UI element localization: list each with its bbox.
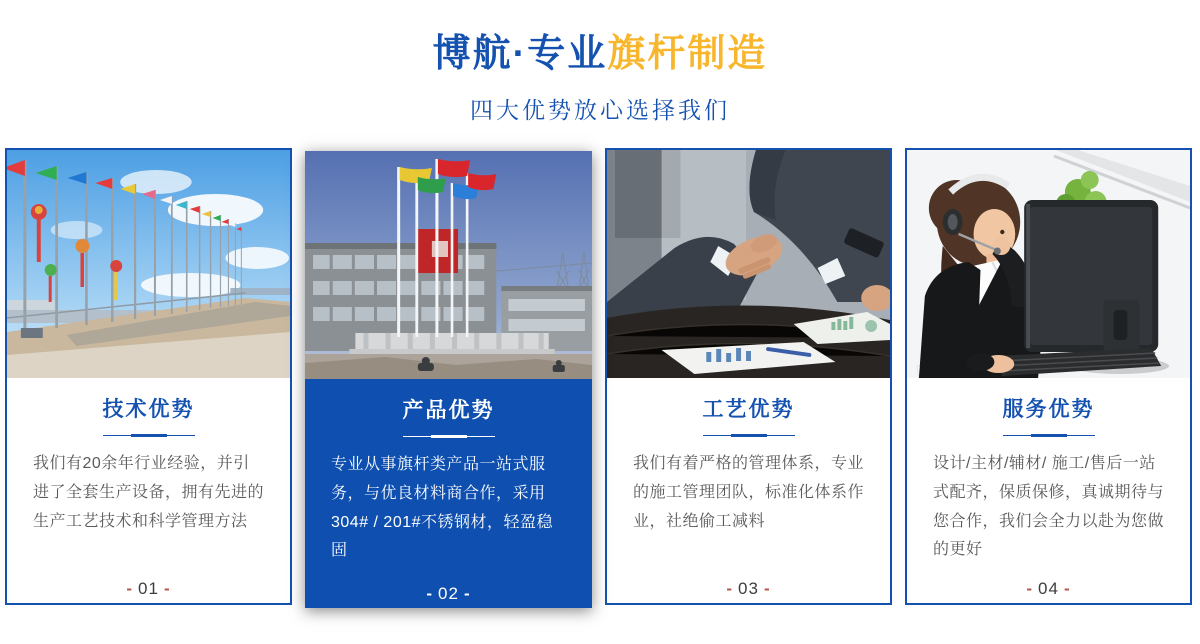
title-brand: 博航·专业 [432,33,608,75]
card-number [607,579,890,599]
title-underline [103,434,195,437]
number-dash-right: - [463,584,471,603]
card-title: 服务优势 [1002,398,1095,421]
number-dash-left: - [126,579,134,598]
factory-flagpoles-photo [305,151,592,379]
title-underline [703,434,795,437]
card-number [907,579,1190,599]
number-value: 04 [1038,579,1059,598]
flagpoles-plaza-photo [7,150,290,378]
card-description: 我们有20余年行业经验，并引进了全套生产设备，拥有先进的生产工艺技术和科学管理方法 [33,455,265,530]
number-dash-right: - [1063,579,1071,598]
business-handshake-photo [607,150,890,378]
card-product-advantage[interactable] [305,151,592,608]
number-dash-left: - [726,579,734,598]
customer-service-photo [907,150,1190,378]
card-title: 工艺优势 [702,398,795,421]
number-value: 02 [438,584,459,603]
number-value: 03 [738,579,759,598]
number-dash-left: - [1026,579,1034,598]
page-subtitle: 四大优势放心选择我们 [470,96,730,123]
card-number [305,584,592,604]
card-number [7,579,290,599]
number-dash-left: - [426,584,434,603]
card-title: 技术优势 [102,398,195,421]
card-title: 产品优势 [402,399,495,422]
title-underline [1003,434,1095,437]
page-title [0,34,1200,76]
title-accent: 旗杆制造 [607,33,768,75]
advantage-cards-row [0,148,1200,608]
card-description: 我们有着严格的管理体系，专业的施工管理团队，标准化体系作业，社绝偷工减料 [633,455,865,530]
card-craft-advantage[interactable] [605,148,892,605]
number-dash-right: - [163,579,171,598]
title-underline [403,435,495,438]
card-description: 设计/主材/辅材/ 施工/售后一站式配齐，保质保修，真诚期待与您合作，我们会全力以赴为您做的更好 [933,455,1165,559]
card-description: 专业从事旗杆类产品一站式服务，与优良材料商合作，采用304# / 201#不锈钢材，轻盈稳固 [331,456,554,560]
number-dash-right: - [763,579,771,598]
number-value: 01 [138,579,159,598]
card-technology-advantage[interactable] [5,148,292,605]
card-service-advantage[interactable] [905,148,1192,605]
section-header [0,34,1200,125]
